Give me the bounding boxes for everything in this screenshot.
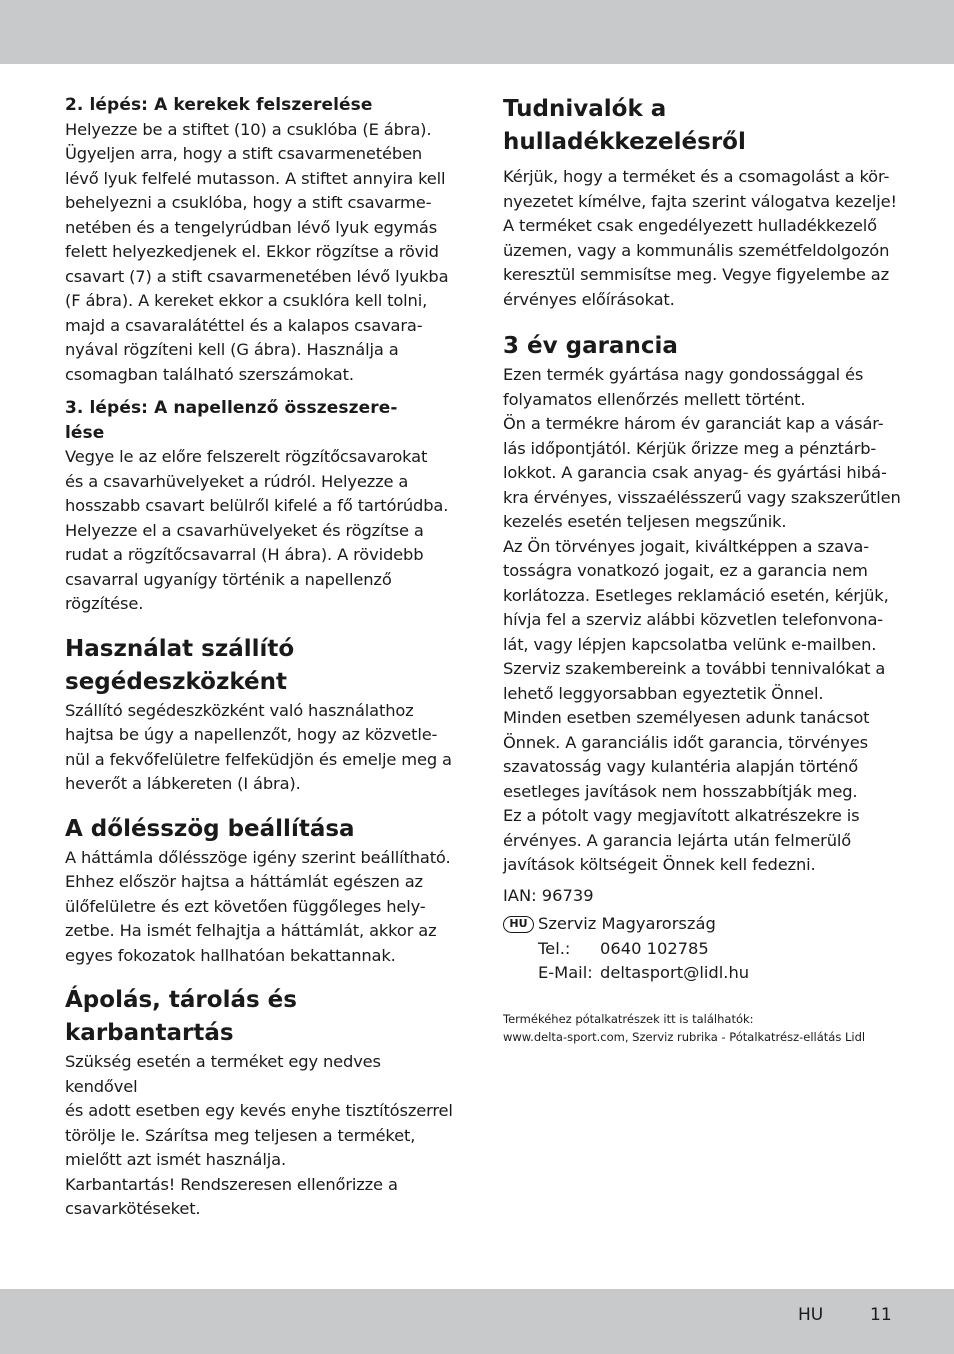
email-value: deltasport@lidl.hu <box>600 963 750 982</box>
header-bar <box>0 0 954 64</box>
step3-text: Vegye le az előre felszerelt rögzítőcsavarokat és a csavarhüvelyeket a rúdról. Helyezze a hosszabb csavart belülről kifelé a fő tartórúdba. Helyezze el a csavarhüvelyeket és rögzítse a rudat a rögzítőcsavarral (H ábra). A rövidebb csavarral ugyanígy történik a napellenző rögzítése. <box>65 447 449 613</box>
spare-parts-note: Termékéhez pótalkatrészek itt is találhatók: www.delta-sport.com, Szerviz rubrika - Pótalkatrész-ellátás Lidl <box>503 1011 866 1044</box>
tel-label: Tel.: <box>538 938 571 958</box>
warranty-text: Ezen termék gyártása nagy gondossággal és folyamatos ellenőrzés mellett történt. Ön a termékre három év garanciát kap a vásár- lás időpontjától. Kérjük őrizze meg a pénztárb- lokkot. A garancia csak anyag- és gyártási hibá- kra érvényes, visszaélésszerű vagy szakszerűtlen kezelés esetén teljesen megszűnik. Az Ön törvényes jogait, kiváltképpen a szava- tosságra vonatkozó jogait, ez a garancia nem korlátozza. Esetleges reklamáció esetén, kérjük, hívja fel a szerviz alábbi közvetlen telefonvona- lát, vagy lépjen kapcsolatba velünk e-mailben. Szerviz szakembereink a további tennivalókat a lehető leggyorsabban egyeztetik Önnel. Minden esetben személyesen adunk tanácsot Önnek. A garanciális időt garancia, törvényes szavatosság vagy kulantéria alapján történő esetleges javítások nem hosszabbítják meg. Ez a pótolt vagy megjavított alkatrészekre is érvényes. A garancia lejárta után felmerülő javítások költségeit Önnek kell fedezni. <box>503 365 901 874</box>
tel-value: 0640 102785 <box>600 938 709 958</box>
recline-heading: A dőlésszög beállítása <box>65 815 355 842</box>
recline-text: A háttámla dőlésszöge igény szerint beállítható. Ehhez először hajtsa a háttámlát egészen az ülőfelületre és ezt követően függőleges hely- zetbe. Ha ismét felhajtja a háttámlát, akkor az egyes fokozatok hallhatóan bekattannak. <box>65 847 451 965</box>
care-text: Szükség esetén a terméket egy nedves kendővel és adott esetben egy kevés enyhe tisztítószerrel törölje le. Szárítsa meg teljesen a terméket, mielőtt azt ismét használja. Karbantartás! Rendszeresen ellenőrizze a csavarkötéseket. <box>65 1052 453 1218</box>
ian-number: IAN: 96739 <box>503 885 594 905</box>
care-heading: Ápolás, tárolás és karbantartás <box>65 987 297 1046</box>
transport-text: Szállító segédeszközként való használathoz hajtsa be úgy a napellenzőt, hogy az közvetle- nül a fekvőfelületre felfeküdjön és emelje meg a heverőt a lábkereten (I ábra). <box>65 700 452 793</box>
waste-text: Kérjük, hogy a terméket és a csomagolást a kör- nyezetet kímélve, fajta szerint válogatva kezelje! A terméket csak engedélyezett hulladékkezelő üzemen, vagy a kommunális szemétfeldolgozón keresztül semmisítse meg. Vegye figyelembe az érvényes előírásokat. <box>503 167 897 309</box>
service-name: Szerviz Magyarország <box>538 914 716 933</box>
warranty-heading: 3 év garancia <box>503 333 678 359</box>
transport-heading: Használat szállító segédeszközként <box>65 635 295 695</box>
step3-heading: 3. lépés: A napellenző összeszere- lése <box>65 398 398 443</box>
service-block <box>503 912 903 986</box>
footer-language: HU <box>798 1305 824 1325</box>
waste-heading: Tudnivalók a hulladékkezelésről <box>503 96 746 155</box>
step2-heading: 2. lépés: A kerekek felszerelése <box>65 95 373 115</box>
email-label: E-Mail: <box>538 963 593 982</box>
right-column <box>503 93 903 1057</box>
step2-text: Helyezze be a stiftet (10) a csuklóba (E ábra). Ügyeljen arra, hogy a stift csavarmenetében lévő lyuk felfelé mutasson. A stiftet annyira kell behelyezni a csuklóba, hogy a stift csavarme- netében és a tengelyrúdban lévő lyuk egymás felett helyezkedjenek el. Ekkor rögzítse a rövid csavart (7) a stift csavarmenetében lévő lyukba (F ábra). A kereket ekkor a csuklóra kell tolni, majd a csavaralátéttel és a kalapos csavara- nyával rögzíteni kell (G ábra). Használja a csomagban található szerszámokat. <box>65 119 449 384</box>
left-column <box>65 93 455 1222</box>
hu-country-badge: HU <box>503 916 534 933</box>
page-number: 11 <box>870 1305 892 1325</box>
